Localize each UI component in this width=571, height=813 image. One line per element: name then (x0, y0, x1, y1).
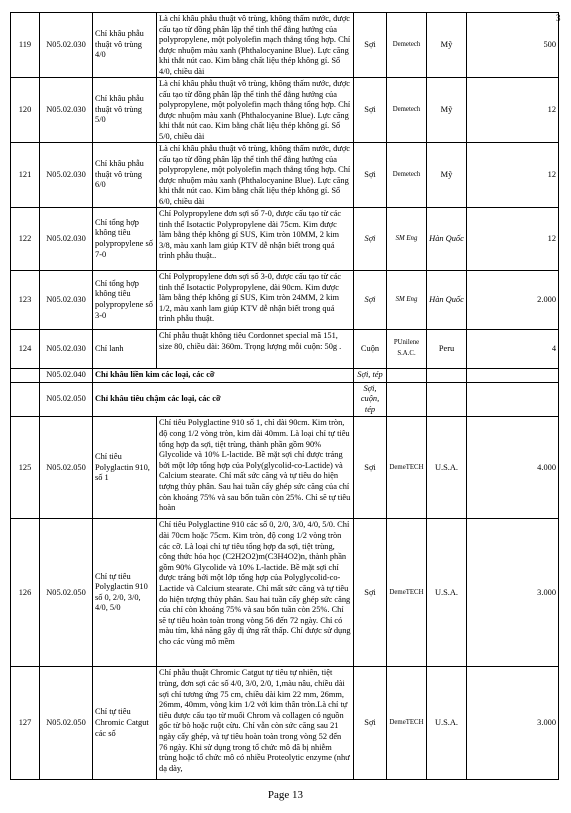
row-manufacturer: DemeTECH (387, 417, 427, 519)
row-country: U.S.A. (427, 519, 467, 667)
row-unit: Sợi (354, 143, 387, 208)
row-manufacturer: SM Eng (387, 208, 427, 271)
row-manufacturer: Demetech (387, 78, 427, 143)
row-name: Chỉ khâu phẫu thuật vô trùng 5/0 (93, 78, 157, 143)
row-manufacturer: DemeTECH (387, 519, 427, 667)
row-quantity: 3.000 (467, 667, 559, 780)
row-quantity: 4.000 (467, 417, 559, 519)
row-number: 125 (11, 417, 40, 519)
row-name: Chỉ tiêu Polyglactin 910, số 1 (93, 417, 157, 519)
row-description-text: Là chỉ khâu phẫu thuật vô trùng, không thấm nước, được cấu tạo từ đồng phân lập thể tinh thể đẳng hướng của polypropylene, một polyolefin mạch thẳng tổng hợp. Chỉ được nhuộm màu xanh (Phthalocyanine Blue). Lực căng khi thắt nút cao. Kim bằng chất liệu thép không gỉ. Số 5/0, chiều dài (159, 79, 351, 141)
group-unit: Sợi, cuộn, tép (354, 382, 387, 417)
row-description (157, 271, 354, 330)
row-description (157, 78, 354, 143)
row-description (157, 13, 354, 78)
row-quantity: 4 (467, 330, 559, 369)
row-country: Peru (427, 330, 467, 369)
row-name: Chỉ tổng hợp không tiêu polypropylene số 3-0 (93, 271, 157, 330)
row-description-text: Chỉ tiêu Polyglactine 910 các số 0, 2/0, 3/0, 4/0, 5/0. Chỉ dài 70cm hoặc 75cm. Kim tròn, độ cong 1/2 vòng tròn các cỡ. Là loại chỉ tự tiêu tổng hợp đa sợi, tiệt trùng, công thức hóa học (C2H2O2)m(C3H4O2)n, thành phần gồm 90% Glycolide và 10% L-lactide. Bề mặt sợi chỉ được tráng bởi một lớp tổng hợp của Polyglycolid-co-Lactide và Calcium stearate. Chỉ mất sức căng và tự tiêu do hiện tượng thủy phân. Sau hai tuần cấy ghép sức căng của chỉ còn khoảng 75% và sau bốn tuần còn 25%. Chỉ sẽ tự tiêu hoàn toàn trong vòng 56 đến 72 ngày. Chỉ có màu tím, khả năng gây dị ứng rất thấp. Chỉ được sử dụng cho các vùng mô mềm (159, 520, 351, 646)
group-title: Chỉ khâu tiêu chậm các loại, các cỡ (93, 382, 354, 417)
row-unit: Sợi (354, 417, 387, 519)
row-manufacturer: Demetech (387, 13, 427, 78)
table-row (11, 417, 559, 519)
group-empty-cell (387, 369, 427, 383)
row-number: 121 (11, 143, 40, 208)
row-country: U.S.A. (427, 667, 467, 780)
row-name: Chỉ khâu phẫu thuật vô trùng 6/0 (93, 143, 157, 208)
row-description (157, 667, 354, 780)
group-row (11, 369, 559, 383)
row-manufacturer: Demetech (387, 143, 427, 208)
row-name: Chỉ khâu phẫu thuật vô trùng 4/0 (93, 13, 157, 78)
group-title: Chỉ khâu liền kim các loại, các cỡ (93, 369, 354, 383)
row-code: N05.02.030 (40, 271, 93, 330)
group-empty-cell (11, 369, 40, 383)
supplies-table (10, 12, 559, 780)
row-code: N05.02.030 (40, 208, 93, 271)
group-empty-cell (387, 382, 427, 417)
table-row (11, 78, 559, 143)
row-country: U.S.A. (427, 417, 467, 519)
row-number: 122 (11, 208, 40, 271)
row-description-text: Chỉ tiêu Polyglactine 910 số 1, chỉ dài 90cm. Kim tròn, độ cong 1/2 vòng tròn, kim dài 40mm. Là loại chỉ tự tiêu tổng hợp đa sợi, tiệt trùng, thành phần gồm 90% Glycolide và 10% L-lactide. Bề mặt sợi chỉ được tráng bởi một lớp tổng hợp của Poly(glycolid-co-Lactide) và Calcium stearate. Chỉ mất sức căng và tự tiêu do hiện tượng thủy phân. Sau hai tuần cấy ghép sức căng của chỉ còn khoảng 75% và sau bốn tuần còn 25%. Chỉ sẽ tự tiêu hoàn (159, 418, 351, 513)
row-description (157, 208, 354, 271)
row-description-text: Chỉ Polypropylene đơn sợi số 7-0, được cấu tạo từ các tinh thể Isotactic Polypropylene dài 75cm. Kim được làm bằng thép không gỉ SUS, Kim tròn 10MM, 2 kim 3/8, màu xanh lam giúp KTV dễ nhận biết trong quá trình phẫu thuật.. (159, 209, 342, 261)
row-description-text: Là chỉ khâu phẫu thuật vô trùng, không thấm nước, được cấu tạo từ đồng phân lập thể tinh thể đẳng hướng của polypropylene, một polyolefin mạch thẳng tổng hợp. Chỉ được nhuộm màu xanh (Phthalocyanine Blue). Lực căng khi thắt nút cao. Kim bằng chất liệu thép không gỉ. Số 4/0, chiều dài (159, 14, 351, 76)
row-code: N05.02.050 (40, 667, 93, 780)
row-description (157, 417, 354, 519)
row-number: 119 (11, 13, 40, 78)
group-empty-cell (467, 369, 559, 383)
group-empty-cell (427, 369, 467, 383)
group-row (11, 382, 559, 417)
table-row (11, 271, 559, 330)
row-code: N05.02.030 (40, 330, 93, 369)
row-country: Mỹ (427, 143, 467, 208)
page-footer: Page 13 (267, 789, 304, 801)
row-description (157, 519, 354, 667)
row-quantity: 2.000 (467, 271, 559, 330)
row-unit: Sợi (354, 667, 387, 780)
row-name: Chỉ tổng hợp không tiêu polypropylene số 7-0 (93, 208, 157, 271)
row-code: N05.02.030 (40, 78, 93, 143)
row-country: Mỹ (427, 13, 467, 78)
row-description-text: Chỉ phẫu thuật không tiêu Cordonnet special mã 151, size 80, chiều dài: 360m. Trọng lượng mỗi cuộn: 50g . (159, 331, 342, 351)
row-quantity: 12 (467, 78, 559, 143)
row-name: Chỉ tự tiêu Polyglactin 910 số 0, 2/0, 3/0, 4/0, 5/0 (93, 519, 157, 667)
group-empty-cell (467, 382, 559, 417)
group-empty-cell (11, 382, 40, 417)
group-code: N05.02.050 (40, 382, 93, 417)
row-code: N05.02.030 (40, 143, 93, 208)
row-unit: Sợi (354, 271, 387, 330)
row-unit: Sợi (354, 519, 387, 667)
row-manufacturer: SM Eng (387, 271, 427, 330)
group-code: N05.02.040 (40, 369, 93, 383)
row-number: 120 (11, 78, 40, 143)
row-quantity: 500 (467, 13, 559, 78)
table-row (11, 667, 559, 780)
table-row (11, 330, 559, 369)
row-name: Chỉ lanh (93, 330, 157, 369)
row-country: Hàn Quốc (427, 271, 467, 330)
row-number: 127 (11, 667, 40, 780)
page-edge-mark: 3 (556, 13, 561, 23)
row-code: N05.02.050 (40, 519, 93, 667)
row-code: N05.02.030 (40, 13, 93, 78)
row-country: Mỹ (427, 78, 467, 143)
row-unit: Sợi (354, 13, 387, 78)
row-description-text: Chỉ phẫu thuật Chromic Catgut tự tiêu tự nhiên, tiệt trùng, đơn sợi các số 4/0, 3/0, 2/0, 1,màu nâu, chiều dài sợi chỉ tương ứng 75 cm, chiều dài kim 22 mm, 26mm, 26mm, 40mm, vòng kim 1/2 với kim thân tròn.Là chỉ tự tiêu được cấu tạo từ muối Chrom và collagen có nguồn gốc từ bò hoặc ruột cừu. Chỉ vẫn còn sức căng sau 21 ngày cấy ghép, và tự tiêu hoàn toàn trong vòng 52 đến 76 ngày. Khi sử dụng trong tổ chức mô đã bị nhiễm trùng hoặc tổ chức mô có nhiều Proteolytic enzyme (như dạ dày, (159, 668, 350, 773)
row-unit: Sợi (354, 78, 387, 143)
table-row (11, 143, 559, 208)
row-quantity: 12 (467, 208, 559, 271)
row-description-text: Là chỉ khâu phẫu thuật vô trùng, không thấm nước, được cấu tạo từ đồng phân lập thể tinh thể đẳng hướng của polypropylene, một polyolefin mạch thẳng tổng hợp. Chỉ được nhuộm màu xanh (Phthalocyanine Blue). Lực căng khi thắt nút cao. Kim bằng chất liệu thép không gỉ. Số 6/0, chiều dài (159, 144, 351, 206)
table-row (11, 13, 559, 78)
row-manufacturer: PUnilene S.A.C. (387, 330, 427, 369)
row-quantity: 3.000 (467, 519, 559, 667)
row-name: Chỉ tự tiêu Chromic Catgut các số (93, 667, 157, 780)
row-quantity: 12 (467, 143, 559, 208)
row-unit: Sợi (354, 208, 387, 271)
table-row (11, 519, 559, 667)
group-unit: Sợi, tép (354, 369, 387, 383)
group-empty-cell (427, 382, 467, 417)
table-row (11, 208, 559, 271)
row-code: N05.02.050 (40, 417, 93, 519)
row-number: 123 (11, 271, 40, 330)
row-manufacturer: DemeTECH (387, 667, 427, 780)
row-unit: Cuộn (354, 330, 387, 369)
row-country: Hàn Quốc (427, 208, 467, 271)
row-number: 126 (11, 519, 40, 667)
row-description (157, 143, 354, 208)
row-description (157, 330, 354, 369)
row-number: 124 (11, 330, 40, 369)
row-description-text: Chỉ Polypropylene đơn sợi số 3-0, được cấu tạo từ các tinh thể Isotactic Polypropylene, dài 90cm. Kim được làm bằng thép không gỉ SUS, Kim tròn 24MM, 2 kim 1/2, màu xanh lam giúp KTV dễ nhận biết trong quá trình phẫu thuật. (159, 272, 342, 324)
